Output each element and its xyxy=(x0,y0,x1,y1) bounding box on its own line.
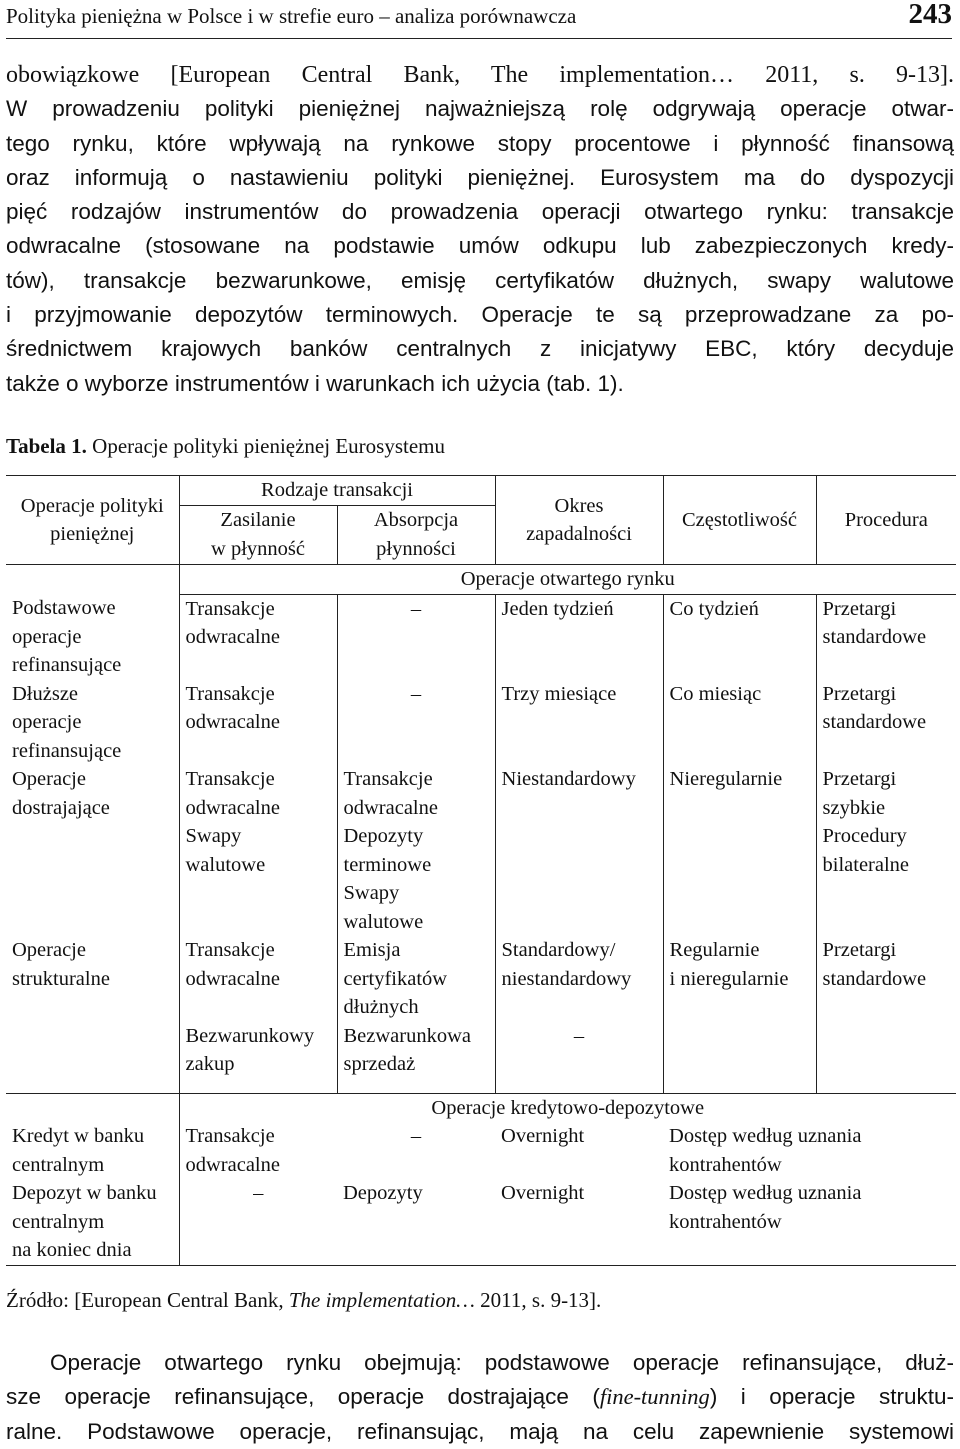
intro-line-2: W prowadzeniu polityki pieniężnej najważniejszą rolę odgrywają operacje otwar- xyxy=(6,96,954,122)
intro-line-1: obowiązkowe [European Central Bank, The implementation… 2011, s. 9-13]. xyxy=(6,62,954,88)
row-main-refi-procedure: Przetargi standardowe xyxy=(822,597,927,648)
row-longer-refi-absorption: – xyxy=(337,680,495,766)
row-longer-refi-supply: Transakcje odwracalne xyxy=(179,680,337,766)
header-absorption: Absorpcja płynności xyxy=(373,509,459,560)
page-number: 243 xyxy=(908,0,952,30)
row-main-refi-frequency: Co tydzień xyxy=(663,594,816,680)
intro-line-4: oraz informują o nastawieniu polityki pieniężnej. Eurosystem ma do dyspozycji xyxy=(6,164,954,190)
row-longer-refi-maturity: Trzy miesiące xyxy=(495,680,663,766)
row-structural-procedure-a: Przetargi standardowe xyxy=(822,939,927,990)
row-structural-frequency-b xyxy=(663,1022,816,1094)
intro-paragraph xyxy=(6,58,954,401)
source-title: The implementation… xyxy=(288,1288,475,1312)
outro-line-2 xyxy=(6,1380,954,1414)
source-prefix: Źródło: [European Central Bank, xyxy=(6,1288,289,1312)
header-frequency: Częstotliwość xyxy=(663,476,816,565)
section-spacer xyxy=(6,565,179,595)
outro-line-3: ralne. Podstawowe operacje, refinansując, mają na celu zapewnienie systemowi xyxy=(6,1418,954,1444)
table-caption-label: Tabela 1. xyxy=(6,434,87,458)
outro-line-2-b: ) i operacje struktu- xyxy=(709,1384,954,1410)
running-title: Polityka pieniężna w Polsce i w strefie euro – analiza porównawcza xyxy=(6,4,577,28)
row-fine-tuning-procedure: Przetargi szybkie Procedury bilateralne xyxy=(822,768,910,876)
outro-line-2-italic: fine-tunning xyxy=(599,1384,710,1410)
header-operations: Operacje polityki pieniężnej xyxy=(6,476,179,565)
row-main-refi-absorption: – xyxy=(337,594,495,680)
row-structural-procedure-b xyxy=(816,1022,956,1094)
intro-line-9: średnictwem krajowych banków centralnych z inicjatywy EBC, który decyduje xyxy=(6,336,954,362)
header-supply: Zasilanie w płynność xyxy=(179,506,337,565)
table-source xyxy=(6,1288,601,1313)
row-fine-tuning-maturity: Niestandardowy xyxy=(495,765,663,936)
intro-line-6: odwracalne (stosowane na podstawie umów odkupu lub zabezpieczonych kredy- xyxy=(6,233,954,259)
intro-line-7: tów), transakcje bezwarunkowe, emisję certyfikatów dłużnych, swapy walutowe xyxy=(6,267,954,293)
section-standing-facilities: Operacje kredytowo-depozytowe xyxy=(179,1093,956,1122)
row-structural-name: Operacje strukturalne xyxy=(6,936,179,1093)
row-main-refi-name: Podstawowe operacje refinansujące xyxy=(6,594,179,680)
running-header xyxy=(6,0,952,39)
row-lending-access: Dostęp według uznania kontrahentów xyxy=(669,1125,862,1176)
table-caption xyxy=(6,434,445,459)
outro-line-1: Operacje otwartego rynku obejmują: podstawowe operacje refinansujące, dłuż- xyxy=(50,1350,954,1375)
row-deposit-supply: – xyxy=(179,1179,337,1265)
row-deposit-name: Depozyt w banku centralnym na koniec dnia xyxy=(6,1179,179,1265)
section-open-market: Operacje otwartego rynku xyxy=(179,565,956,595)
row-structural-maturity-b: – xyxy=(495,1022,663,1094)
row-structural-maturity-a: Standardowy/ niestandardowy xyxy=(495,936,663,1022)
row-structural-frequency-a: Regularnie i nieregularnie xyxy=(663,936,816,1022)
row-deposit-absorption: Depozyty xyxy=(337,1179,495,1265)
row-fine-tuning-frequency: Nieregularnie xyxy=(663,765,816,936)
header-maturity: Okres zapadalności xyxy=(495,476,663,565)
row-lending-supply: Transakcje odwracalne xyxy=(185,1125,280,1176)
intro-line-3: tego rynku, które wpływają na rynkowe stopy procentowe i płynność finansową xyxy=(6,130,954,156)
row-main-refi-supply: Transakcje odwracalne xyxy=(179,594,337,680)
row-structural-supply-b: Bezwarunkowy zakup xyxy=(179,1022,337,1094)
row-fine-tuning-name: Operacje dostrajające xyxy=(6,765,179,936)
row-lending-name: Kredyt w banku centralnym xyxy=(6,1122,179,1179)
header-transaction-types: Rodzaje transakcji xyxy=(179,476,495,506)
outro-line-2-a: sze operacje refinansujące, operacje dostrajające ( xyxy=(6,1384,600,1410)
row-lending-maturity: Overnight xyxy=(501,1125,585,1147)
operations-table xyxy=(6,475,956,1266)
row-main-refi-maturity: Jeden tydzień xyxy=(495,594,663,680)
header-procedure: Procedura xyxy=(816,476,956,565)
row-lending-absorption: – xyxy=(410,1125,422,1147)
row-deposit-access: Dostęp według uznania kontrahentów xyxy=(663,1179,956,1265)
row-structural-supply-a: Transakcje odwracalne xyxy=(179,936,337,1022)
outro-paragraph xyxy=(6,1346,954,1449)
section-spacer-2 xyxy=(6,1093,179,1122)
intro-line-10: także o wyborze instrumentów i warunkach ich użycia (tab. 1). xyxy=(6,370,624,396)
row-deposit-maturity: Overnight xyxy=(495,1179,663,1265)
table-caption-text: Operacje polityki pieniężnej Eurosystemu xyxy=(86,434,445,458)
source-suffix: 2011, s. 9-13]. xyxy=(474,1288,602,1312)
intro-line-5: pięć rodzajów instrumentów do prowadzenia operacji otwartego rynku: transakcje xyxy=(6,199,954,225)
row-fine-tuning-supply: Transakcje odwracalne Swapy walutowe xyxy=(179,765,337,936)
row-longer-refi-procedure: Przetargi standardowe xyxy=(822,682,927,733)
row-structural-absorption-a: Emisja certyfikatów dłużnych xyxy=(337,936,495,1022)
row-structural-absorption-b: Bezwarunkowa sprzedaż xyxy=(337,1022,495,1094)
intro-line-8: i przyjmowanie depozytów terminowych. Operacje te są przeprowadzane za po- xyxy=(6,302,954,328)
row-longer-refi-frequency: Co miesiąc xyxy=(663,680,816,766)
row-longer-refi-name: Dłuższe operacje refinansujące xyxy=(6,680,179,766)
row-fine-tuning-absorption: Transakcje odwracalne Depozyty terminowe Swapy walutowe xyxy=(337,765,495,936)
